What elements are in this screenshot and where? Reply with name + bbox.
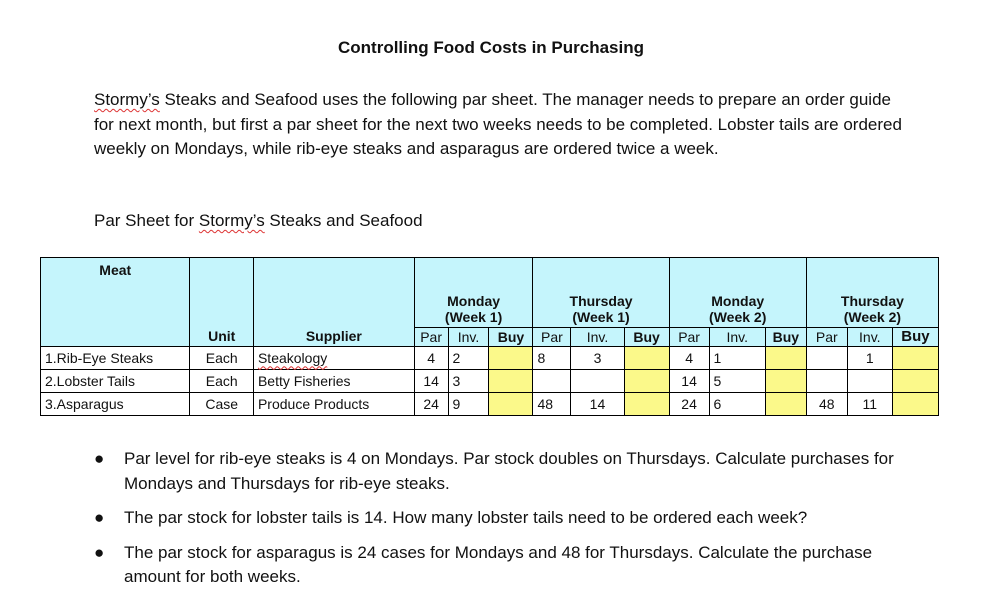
par-cell: 4 — [414, 346, 448, 369]
question-list — [94, 447, 914, 600]
supplier-cell: Steakology — [253, 346, 414, 369]
inv-cell: 6 — [709, 392, 765, 415]
inv-header: Inv. — [709, 327, 765, 346]
inv-cell: 9 — [448, 392, 489, 415]
buy-cell[interactable] — [489, 392, 533, 415]
buy-cell[interactable] — [892, 369, 938, 392]
buy-cell[interactable] — [489, 346, 533, 369]
buy-header: Buy — [489, 327, 533, 346]
item-cell: 2.Lobster Tails — [41, 369, 190, 392]
intro-text: Steaks and Seafood uses the following par sheet. The manager needs to prepare an order guide for next month, but first a par sheet for the next two weeks needs to be completed. Lobster tails are ordered weekly on Mondays, while rib-eye steaks and asparagus are ordered twice a week. — [94, 90, 902, 158]
inv-cell: 14 — [571, 392, 624, 415]
inv-cell: 11 — [847, 392, 892, 415]
buy-cell[interactable] — [765, 369, 806, 392]
subtitle-prefix: Par Sheet for — [94, 211, 199, 230]
par-cell: 24 — [414, 392, 448, 415]
item-cell: 1.Rib-Eye Steaks — [41, 346, 190, 369]
buy-cell[interactable] — [624, 346, 669, 369]
inv-cell: 5 — [709, 369, 765, 392]
inv-cell: 3 — [448, 369, 489, 392]
inv-cell: 3 — [571, 346, 624, 369]
par-cell — [533, 369, 571, 392]
item-cell: 3.Asparagus — [41, 392, 190, 415]
buy-header: Buy — [624, 327, 669, 346]
bullet-icon: ● — [94, 542, 105, 562]
par-cell: 14 — [669, 369, 709, 392]
list-item: ● Par level for rib-eye steaks is 4 on Mondays. Par stock doubles on Thursdays. Calculate purchases for Mondays and Thursdays for rib-eye steaks. — [94, 449, 894, 493]
par-header: Par — [533, 327, 571, 346]
table-subheader-row — [41, 327, 939, 346]
period-header: Thursday (Week 1) — [533, 258, 669, 328]
intro-brand: Stormy’s — [94, 90, 160, 109]
subtitle-suffix: Steaks and Seafood — [264, 211, 423, 230]
list-item: ● The par stock for asparagus is 24 cases for Mondays and 48 for Thursdays. Calculate the purchase amount for both weeks. — [94, 542, 873, 586]
bullet-icon: ● — [94, 449, 105, 468]
par-sheet-table — [40, 257, 939, 416]
par-cell: 24 — [669, 392, 709, 415]
buy-cell[interactable] — [624, 369, 669, 392]
bullet-icon: ● — [94, 508, 105, 527]
intro-paragraph — [94, 88, 914, 162]
list-item: ● The par stock for lobster tails is 14. How many lobster tails need to be ordered each week? — [94, 506, 914, 531]
buy-cell[interactable] — [765, 392, 806, 415]
supplier-header: Supplier — [253, 327, 414, 346]
par-cell: 4 — [669, 346, 709, 369]
inv-header: Inv. — [448, 327, 489, 346]
par-header: Par — [414, 327, 448, 346]
meat-header: Meat — [41, 258, 190, 328]
par-sheet-subtitle — [94, 211, 423, 231]
inv-header: Inv. — [847, 327, 892, 346]
par-cell — [806, 346, 847, 369]
par-cell: 48 — [533, 392, 571, 415]
unit-cell: Each — [190, 346, 253, 369]
par-cell — [806, 369, 847, 392]
par-header: Par — [806, 327, 847, 346]
unit-header: Unit — [190, 327, 253, 346]
buy-cell[interactable] — [624, 392, 669, 415]
buy-cell[interactable] — [489, 369, 533, 392]
inv-cell — [847, 369, 892, 392]
buy-cell[interactable] — [892, 392, 938, 415]
inv-header: Inv. — [571, 327, 624, 346]
supplier-cell: Produce Products — [253, 392, 414, 415]
table-row — [41, 392, 939, 415]
inv-cell — [571, 369, 624, 392]
subtitle-brand: Stormy’s — [198, 211, 265, 230]
buy-header: Buy — [892, 327, 938, 346]
page-title: Controlling Food Costs in Purchasing — [338, 38, 644, 57]
par-header: Par — [669, 327, 709, 346]
par-cell: 14 — [414, 369, 448, 392]
table-row — [41, 369, 939, 392]
inv-cell: 1 — [847, 346, 892, 369]
unit-cell: Case — [190, 392, 253, 415]
period-header: Thursday (Week 2) — [806, 258, 938, 328]
unit-cell: Each — [190, 369, 253, 392]
par-cell: 48 — [806, 392, 847, 415]
period-header: Monday (Week 1) — [414, 258, 533, 328]
buy-header: Buy — [765, 327, 806, 346]
buy-cell[interactable] — [765, 346, 806, 369]
par-cell: 8 — [533, 346, 571, 369]
table-header-row — [41, 258, 939, 328]
table-row — [41, 346, 939, 369]
supplier-cell: Betty Fisheries — [253, 369, 414, 392]
inv-cell: 1 — [709, 346, 765, 369]
buy-cell[interactable] — [892, 346, 938, 369]
period-header: Monday (Week 2) — [669, 258, 806, 328]
inv-cell: 2 — [448, 346, 489, 369]
